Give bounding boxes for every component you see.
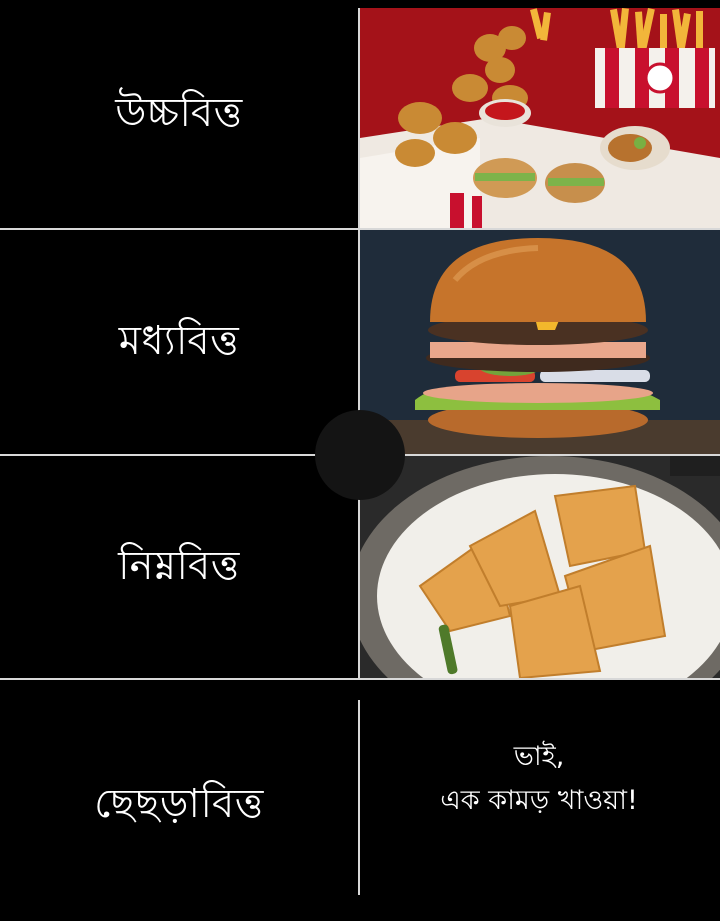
label-middle-class-text: মধ্যবিত্ত: [118, 317, 240, 364]
image-double-burger: [360, 230, 720, 454]
divider-column-bottom: [358, 700, 360, 895]
image-samosa-plate: [360, 456, 720, 678]
label-cheapskate-class: [0, 680, 358, 921]
label-cheapskate-class-text: ছেছড়াবিত্ত: [94, 781, 264, 827]
label-upper-class-text: উচ্চবিত্ত: [115, 89, 243, 136]
label-lower-class-text: নিম্নবিত্ত: [118, 542, 240, 589]
label-upper-class: [0, 0, 358, 228]
center-dark-circle: [315, 410, 405, 500]
label-middle-class: [0, 230, 358, 454]
answer-line-2: এক কামড় খাওয়া!: [440, 785, 638, 816]
answer-text: [362, 735, 716, 823]
answer-line-1: ভাই,: [513, 741, 565, 772]
divider-row-3: [0, 678, 720, 680]
image-fried-chicken-bucket: [360, 8, 720, 228]
label-lower-class: [0, 456, 358, 678]
